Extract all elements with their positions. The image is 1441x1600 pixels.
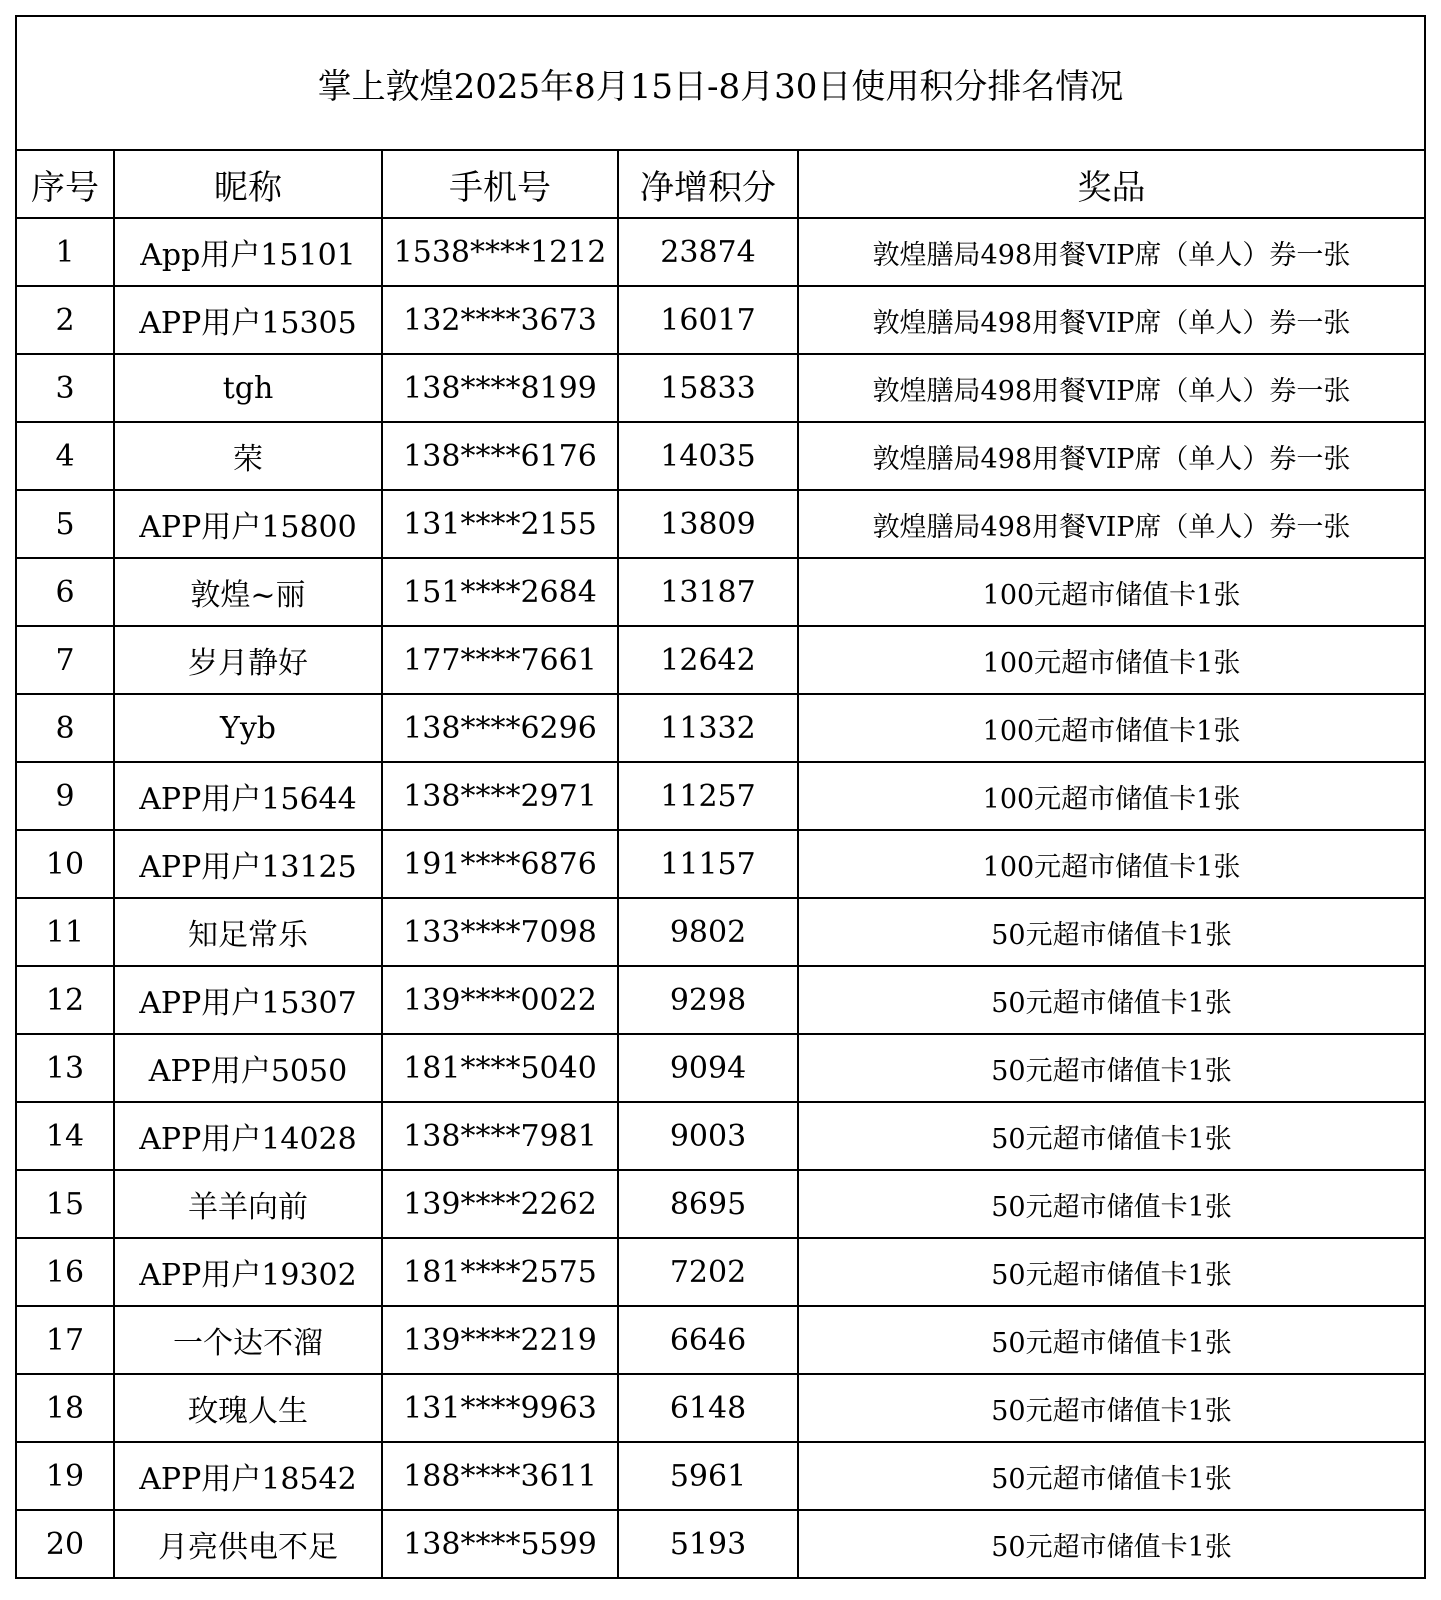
- cell-prize: 100元超市储值卡1张: [798, 626, 1425, 694]
- cell-nickname: 一个达不溜: [114, 1306, 382, 1374]
- cell-prize: 100元超市储值卡1张: [798, 694, 1425, 762]
- cell-phone: 181****5040: [382, 1034, 618, 1102]
- cell-phone: 191****6876: [382, 830, 618, 898]
- cell-index: 13: [16, 1034, 114, 1102]
- cell-prize: 50元超市储值卡1张: [798, 1442, 1425, 1510]
- cell-points: 5193: [618, 1510, 798, 1578]
- cell-prize: 敦煌膳局498用餐VIP席（单人）券一张: [798, 490, 1425, 558]
- table-row: [16, 1102, 1425, 1170]
- table-row: [16, 354, 1425, 422]
- cell-prize: 100元超市储值卡1张: [798, 830, 1425, 898]
- cell-index: 16: [16, 1238, 114, 1306]
- cell-points: 11257: [618, 762, 798, 830]
- cell-points: 14035: [618, 422, 798, 490]
- table-row: [16, 286, 1425, 354]
- cell-nickname: APP用户15800: [114, 490, 382, 558]
- cell-points: 9802: [618, 898, 798, 966]
- cell-phone: 188****3611: [382, 1442, 618, 1510]
- header-row: [16, 150, 1425, 218]
- cell-phone: 138****2971: [382, 762, 618, 830]
- cell-index: 5: [16, 490, 114, 558]
- cell-points: 15833: [618, 354, 798, 422]
- table-row: [16, 1306, 1425, 1374]
- cell-index: 19: [16, 1442, 114, 1510]
- cell-phone: 138****8199: [382, 354, 618, 422]
- header-prize: 奖品: [798, 150, 1425, 218]
- cell-points: 13809: [618, 490, 798, 558]
- cell-nickname: APP用户19302: [114, 1238, 382, 1306]
- header-phone: 手机号: [382, 150, 618, 218]
- cell-nickname: 月亮供电不足: [114, 1510, 382, 1578]
- cell-phone: 1538****1212: [382, 218, 618, 286]
- cell-phone: 177****7661: [382, 626, 618, 694]
- cell-index: 6: [16, 558, 114, 626]
- cell-nickname: 岁月静好: [114, 626, 382, 694]
- cell-phone: 139****2219: [382, 1306, 618, 1374]
- cell-phone: 138****6176: [382, 422, 618, 490]
- page-title: 掌上敦煌2025年8月15日-8月30日使用积分排名情况: [16, 16, 1425, 150]
- cell-nickname: APP用户15644: [114, 762, 382, 830]
- cell-prize: 敦煌膳局498用餐VIP席（单人）券一张: [798, 422, 1425, 490]
- cell-nickname: 荣: [114, 422, 382, 490]
- cell-phone: 132****3673: [382, 286, 618, 354]
- cell-nickname: APP用户5050: [114, 1034, 382, 1102]
- header-points: 净增积分: [618, 150, 798, 218]
- cell-points: 9003: [618, 1102, 798, 1170]
- cell-phone: 131****9963: [382, 1374, 618, 1442]
- cell-index: 18: [16, 1374, 114, 1442]
- cell-index: 11: [16, 898, 114, 966]
- cell-index: 3: [16, 354, 114, 422]
- cell-nickname: 知足常乐: [114, 898, 382, 966]
- table-row: [16, 762, 1425, 830]
- cell-prize: 敦煌膳局498用餐VIP席（单人）券一张: [798, 218, 1425, 286]
- cell-index: 17: [16, 1306, 114, 1374]
- cell-index: 10: [16, 830, 114, 898]
- cell-phone: 139****0022: [382, 966, 618, 1034]
- cell-prize: 50元超市储值卡1张: [798, 1238, 1425, 1306]
- title-row: [16, 16, 1425, 150]
- cell-index: 14: [16, 1102, 114, 1170]
- cell-index: 15: [16, 1170, 114, 1238]
- cell-prize: 50元超市储值卡1张: [798, 898, 1425, 966]
- cell-index: 7: [16, 626, 114, 694]
- cell-nickname: tgh: [114, 354, 382, 422]
- cell-nickname: APP用户15307: [114, 966, 382, 1034]
- cell-points: 6646: [618, 1306, 798, 1374]
- header-nickname: 昵称: [114, 150, 382, 218]
- cell-points: 6148: [618, 1374, 798, 1442]
- cell-nickname: APP用户15305: [114, 286, 382, 354]
- table-row: [16, 694, 1425, 762]
- cell-index: 4: [16, 422, 114, 490]
- cell-prize: 100元超市储值卡1张: [798, 762, 1425, 830]
- cell-prize: 50元超市储值卡1张: [798, 1374, 1425, 1442]
- cell-points: 5961: [618, 1442, 798, 1510]
- cell-prize: 50元超市储值卡1张: [798, 1306, 1425, 1374]
- cell-index: 12: [16, 966, 114, 1034]
- cell-phone: 151****2684: [382, 558, 618, 626]
- cell-phone: 139****2262: [382, 1170, 618, 1238]
- cell-prize: 50元超市储值卡1张: [798, 966, 1425, 1034]
- table-row: [16, 898, 1425, 966]
- table-row: [16, 558, 1425, 626]
- cell-phone: 138****7981: [382, 1102, 618, 1170]
- cell-prize: 50元超市储值卡1张: [798, 1102, 1425, 1170]
- table-row: [16, 1374, 1425, 1442]
- table-row: [16, 966, 1425, 1034]
- cell-points: 13187: [618, 558, 798, 626]
- table-row: [16, 422, 1425, 490]
- cell-nickname: Yyb: [114, 694, 382, 762]
- cell-nickname: 敦煌~丽: [114, 558, 382, 626]
- cell-points: 23874: [618, 218, 798, 286]
- cell-nickname: App用户15101: [114, 218, 382, 286]
- cell-points: 11157: [618, 830, 798, 898]
- ranking-table: [15, 15, 1426, 1579]
- cell-index: 1: [16, 218, 114, 286]
- cell-prize: 50元超市储值卡1张: [798, 1510, 1425, 1578]
- table-row: [16, 1238, 1425, 1306]
- table-row: [16, 1170, 1425, 1238]
- cell-nickname: 玫瑰人生: [114, 1374, 382, 1442]
- header-index: 序号: [16, 150, 114, 218]
- cell-nickname: 羊羊向前: [114, 1170, 382, 1238]
- cell-index: 9: [16, 762, 114, 830]
- cell-phone: 138****6296: [382, 694, 618, 762]
- cell-phone: 138****5599: [382, 1510, 618, 1578]
- cell-prize: 敦煌膳局498用餐VIP席（单人）券一张: [798, 354, 1425, 422]
- cell-phone: 181****2575: [382, 1238, 618, 1306]
- cell-phone: 133****7098: [382, 898, 618, 966]
- table-row: [16, 1442, 1425, 1510]
- table-row: [16, 490, 1425, 558]
- table-row: [16, 830, 1425, 898]
- cell-nickname: APP用户18542: [114, 1442, 382, 1510]
- cell-prize: 敦煌膳局498用餐VIP席（单人）券一张: [798, 286, 1425, 354]
- cell-phone: 131****2155: [382, 490, 618, 558]
- cell-points: 9298: [618, 966, 798, 1034]
- cell-index: 8: [16, 694, 114, 762]
- cell-index: 2: [16, 286, 114, 354]
- cell-prize: 100元超市储值卡1张: [798, 558, 1425, 626]
- table-row: [16, 1510, 1425, 1578]
- table-row: [16, 218, 1425, 286]
- table-row: [16, 1034, 1425, 1102]
- cell-points: 9094: [618, 1034, 798, 1102]
- cell-points: 8695: [618, 1170, 798, 1238]
- cell-prize: 50元超市储值卡1张: [798, 1034, 1425, 1102]
- cell-prize: 50元超市储值卡1张: [798, 1170, 1425, 1238]
- cell-points: 11332: [618, 694, 798, 762]
- cell-points: 7202: [618, 1238, 798, 1306]
- cell-points: 16017: [618, 286, 798, 354]
- table-row: [16, 626, 1425, 694]
- cell-index: 20: [16, 1510, 114, 1578]
- cell-points: 12642: [618, 626, 798, 694]
- cell-nickname: APP用户14028: [114, 1102, 382, 1170]
- cell-nickname: APP用户13125: [114, 830, 382, 898]
